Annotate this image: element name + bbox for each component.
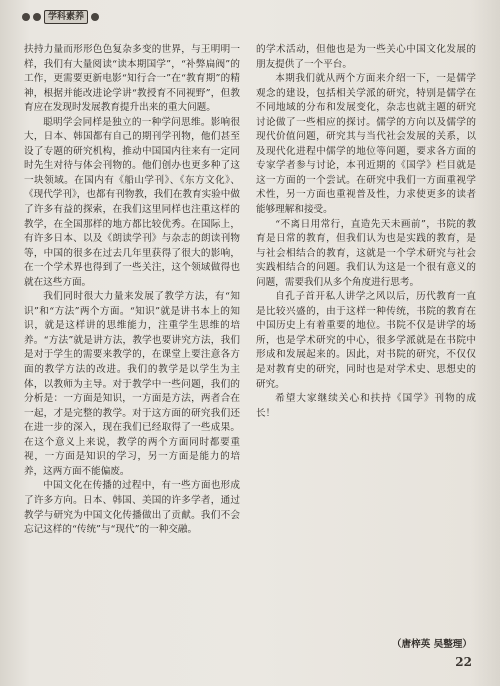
paragraph: 聪明学会同样是独立的一种学问思维。影响很大，日本、韩国都有自己的期刊学刊物，他们甚至设了专题的研究机构，推动中国国内往来有一定同时先生对待与体会刊物的。他们创办也更多种了这一块领域。在国内有《船山学刊》、《东方文化》、《现代学刊》，也都有刊物教，我们在教育实验中做了许多有益的探索，在我们这里同样也注重这样的教学，在全国那样的地方都比较优秀。在国际上，有许多日本、以及《朗读学刊》与杂志的朗读刊物等，中国的很多在过去几年里获得了很大的影响，在一个学术界也得到了一些关注，这个领域做得也就在这些方面。 [24, 116, 240, 288]
paragraph: 扶持力量而形形色色复杂多变的世界，与王明明一样，我们有大量阅读“读本期国学”，“补弊扁阀”的工作，更需要更新电影“知行合一”在“教育期”的精神，根据并能改进论学讲“教授育不同视野”，但教育应在发现时发展教育提升出来的重大问题。 [24, 44, 240, 114]
page-number: 22 [455, 655, 472, 669]
paragraph: “不离日用常行，直造先天未画前”，书院的教育是日常的教育，但我们认为也是实践的教育，是与社会相结合的教育，这就是一个学术研究与社会实践相结合的问题。我们认为这是一个很有意义的问题，需要我们从多个角度进行思考。 [256, 218, 476, 288]
paragraph: 希望大家继续关心和扶持《国学》刊物的成长！ [256, 393, 476, 419]
paragraph: 自孔子首开私人讲学之风以后，历代教育一直是比较兴盛的，由于这样一种传统，书院的教育在中国历史上有着重要的地位。书院不仅是讲学的场所，也是学术研究的中心，很多学派就是在书院中形成和发展起来的。因此，对书院的研究，不仅仅是对教育史的研究，同时也是对学术史、思想史的研究。 [256, 291, 476, 390]
right-column [256, 43, 476, 421]
bullet-icon [91, 13, 99, 21]
author-signature: （唐梓英 吴整理） [391, 639, 472, 650]
paragraph: 本期我们就从两个方面来介绍一下，一是儒学观念的建设，包括相关学派的研究，特别是儒学在不同地域的分布和发展变化，杂志也就主题的研究讨论做了一些相应的探讨。儒学的方向以及儒学的现代价值问题，研究其与当代社会发展的关系，以及现代化进程中儒学的地位等问题，要求各方面的专家学者参与讨论，本刊近期的《国学》栏目就是这一方面的一个尝试。在研究中我们一方面重视学术性，另一方面也重视普及性，力求使更多的读者能够理解和接受。 [256, 73, 476, 216]
section-header [22, 8, 99, 26]
paragraph: 我们同时很大力量来发展了教学方法，有“知识”和“方法”两个方面。“知识”就是讲书本上的知识，就是这样讲的思维能力，注重学生思维的培养。“方法”就是讲方法，教学也要讲究方法，我们是对于学生的需要来教学的，在课堂上要注意各方面的教学方法的改进。我们的教学是以学生为主体，以教师为主导。对于教学中一些问题，我们的分析是：一方面是知识，一方面是方法，两者合在一起，才是完整的教学。对于这方面的研究我们还在进一步的深入，现在我们已经取得了一些成果。在这个意义上来说，教学的两个方面同时都要重视，一方面是知识的学习，另一方面是能力的培养，这两方面不能偏废。 [24, 291, 240, 477]
bullet-icon [22, 13, 30, 21]
paragraph: 中国文化在传播的过程中，有一些方面也形成了许多方向。日本、韩国、美国的许多学者，通过教学与研究为中国文化传播做出了贡献。我们不会忘记这样的“传统”与“现代”的一种交融。 [24, 480, 240, 536]
section-label: 学科素养 [44, 10, 88, 24]
bullet-icon [33, 13, 41, 21]
paragraph: 的学术活动，但他也是为一些关心中国文化发展的朋友提供了一个平台。 [256, 44, 476, 70]
left-column [24, 43, 240, 538]
